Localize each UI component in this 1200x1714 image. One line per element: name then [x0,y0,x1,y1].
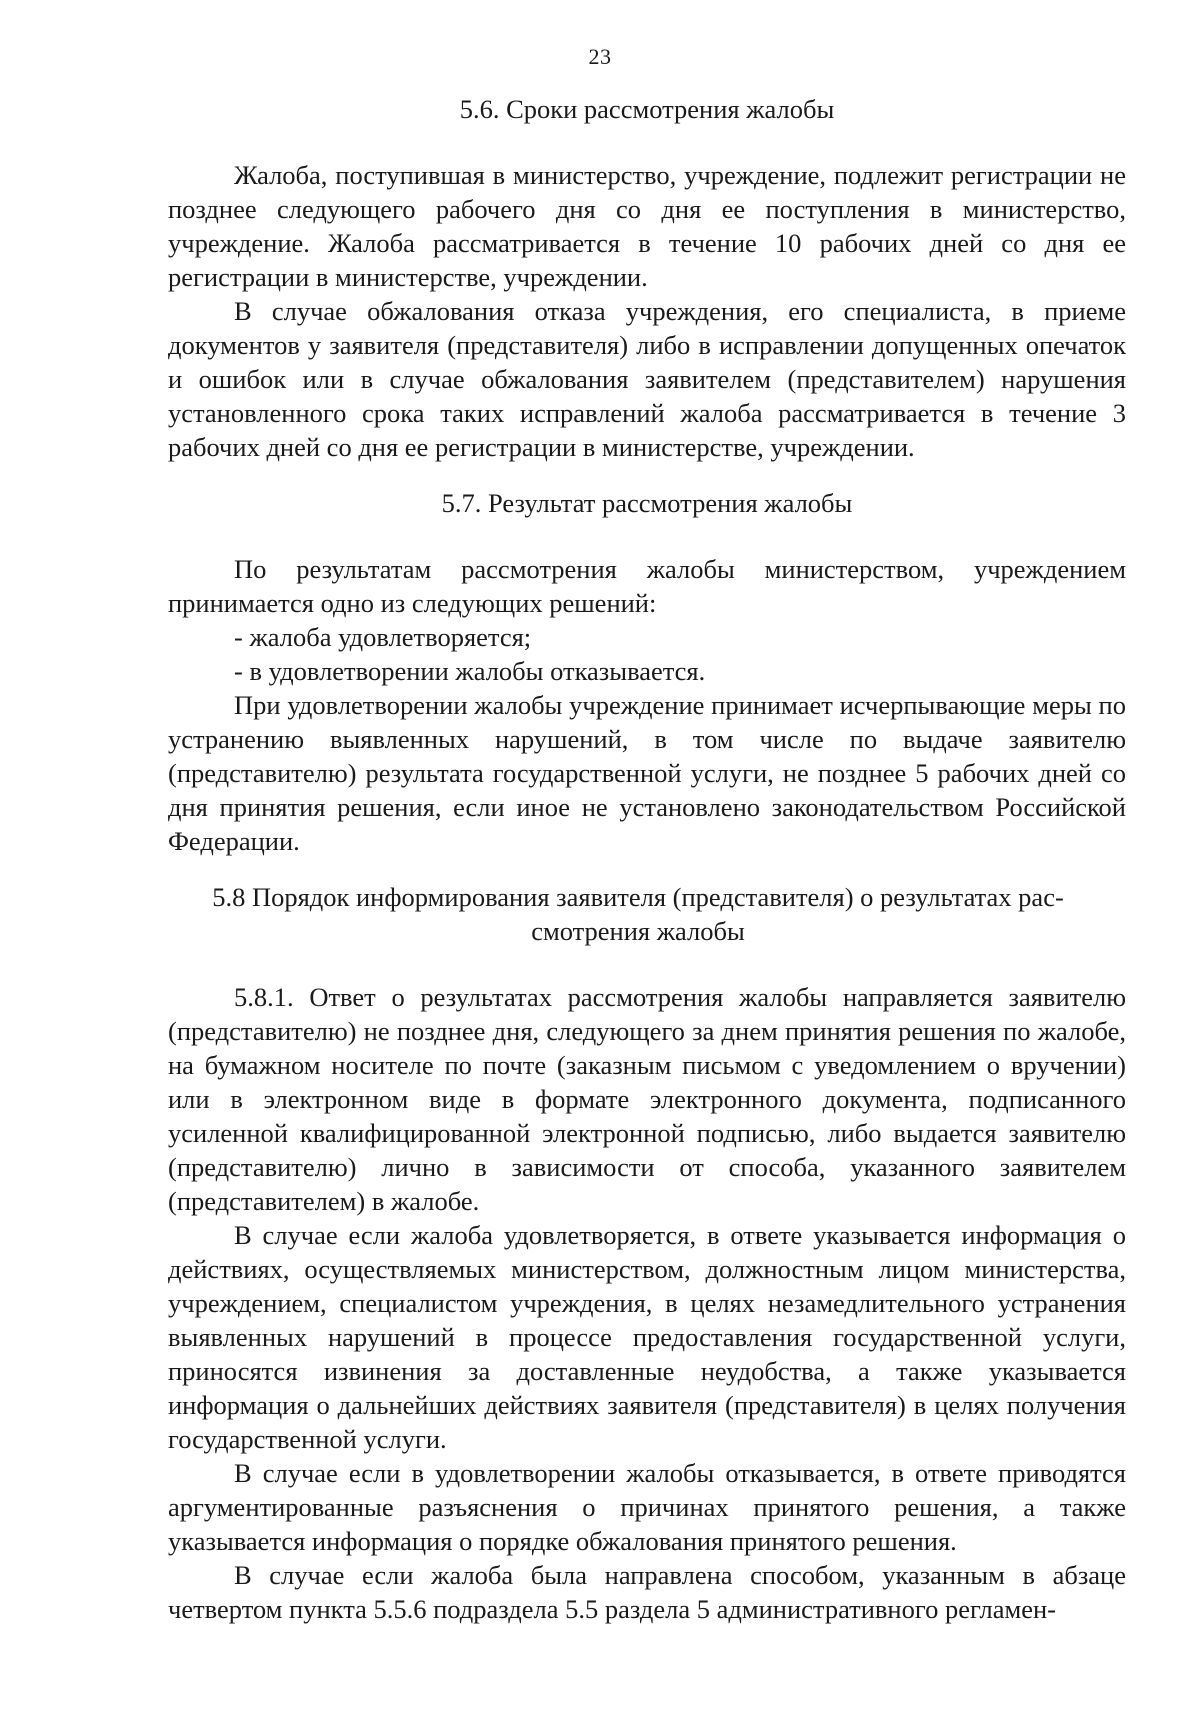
paragraph: 5.8.1. Ответ о результатах рассмотрения жалобы направляется заявителю (представителю) не позднее дня, следующего за днем принятия решения по жалобе, на бумажном носителе по почте (заказным письмом с уведомлением о вручении) или в электронном виде в формате электронного документа, подписанного усиленной квалифицированной электронной подписью, либо выдается заявителю (представителю) лично в зависимости от способа, указанного заявителем (представителем) в жалобе. [168,982,1126,1216]
page-number: 23 [588,44,612,69]
section-title-line: 5.8 Порядок информирования заявителя (представителя) о результатах рас- [212,882,1064,912]
document-body [168,92,1126,1626]
section-title-5-8 [144,880,1132,948]
list-item: - в удовлетворении жалобы отказывается. [234,656,706,686]
section-title-5-7: 5.7. Результат рассмотрения жалобы [441,488,853,518]
paragraph: В случае если жалоба была направлена способом, указанным в абзаце четвертом пункта 5.5.6 подраздела 5.5 раздела 5 административного регламен- [168,1560,1126,1624]
list-item: - жалоба удовлетворяется; [234,622,532,652]
decision-list [168,620,1126,688]
section-title-5-6: 5.6. Сроки рассмотрения жалобы [459,94,835,124]
paragraph: При удовлетворении жалобы учреждение принимает исчерпывающие меры по устранению выявленных нарушений, в том числе по выдаче заявителю (представителю) результата государственной услуги, не позднее 5 рабочих дней со дня принятия решения, если иное не установлено законодательством Российской Федерации. [168,690,1126,856]
paragraph: В случае обжалования отказа учреждения, его специалиста, в приеме документов у заявителя (представителя) либо в исправлении допущенных опечаток и ошибок или в случае обжалования заявителем (представителем) нарушения установленного срока таких исправлений жалоба рассматривается в течение 3 рабочих дней со дня ее регистрации в министерстве, учреждении. [168,296,1126,462]
paragraph: В случае если жалоба удовлетворяется, в ответе указывается информация о действиях, осуществляемых министерством, должностным лицом министерства, учреждением, специалистом учреждения, в целях незамедлительного устранения выявленных нарушений в процессе предоставления государственной услуги, приносятся извинения за доставленные неудобства, а также указывается информация о дальнейших действиях заявителя (представителя) в целях получения государственной услуги. [168,1220,1126,1454]
section-title-line: смотрения жалобы [531,916,745,946]
paragraph: Жалоба, поступившая в министерство, учреждение, подлежит регистрации не позднее следующего рабочего дня со дня ее поступления в министерство, учреждение. Жалоба рассматривается в течение 10 рабочих дней со дня ее регистрации в министерстве, учреждении. [168,160,1126,292]
paragraph: По результатам рассмотрения жалобы министерством, учреждением принимается одно из следующих решений: [168,554,1126,618]
paragraph: В случае если в удовлетворении жалобы отказывается, в ответе приводятся аргументированные разъяснения о причинах принятого решения, а также указывается информация о порядке обжалования принятого решения. [168,1458,1126,1556]
